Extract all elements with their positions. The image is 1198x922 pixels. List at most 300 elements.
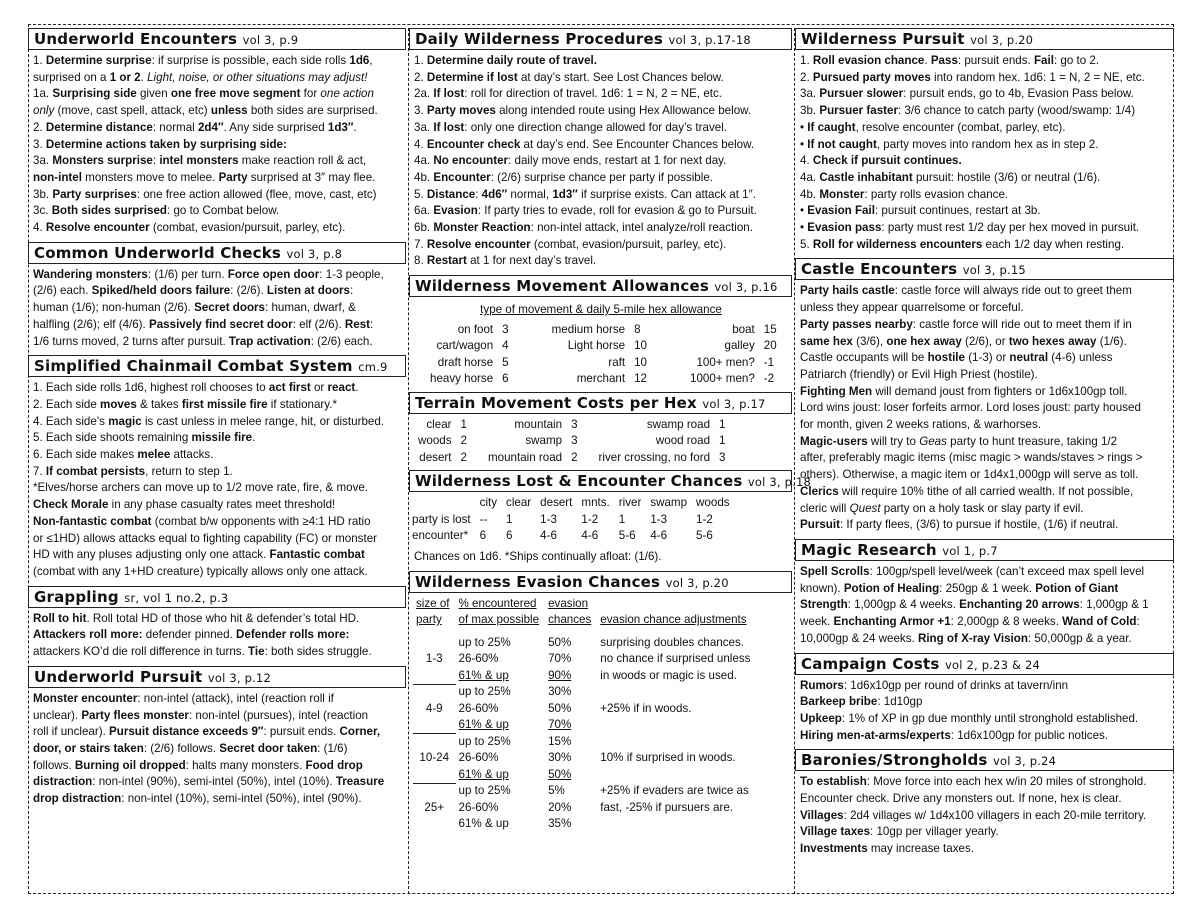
text-line — [33, 380, 402, 397]
text-run: Lord wins joust: loser forfeits armor. Lord loses joust: party housed — [800, 401, 1141, 415]
section-title — [409, 275, 792, 297]
table-cell: 1-3 — [650, 512, 668, 526]
text-line — [33, 267, 402, 284]
table-cell: -- — [479, 512, 488, 526]
text-run: halfling (2/6); elf (4/6). — [33, 317, 149, 331]
table-header: desert — [540, 496, 573, 510]
text-run: . — [353, 120, 357, 134]
text-run: Defender rolls more: — [236, 628, 350, 642]
text-run: act first — [268, 381, 311, 395]
text-run: 3a. — [414, 120, 434, 134]
text-run: : (2/6) each. — [310, 334, 373, 348]
adjustment-cell: +25% if in woods. — [600, 701, 692, 715]
text-run: Villages — [800, 808, 844, 822]
text-run: (1-3) or — [964, 351, 1010, 365]
reference-text: vol 3, p.17-18 — [668, 33, 751, 47]
text-run: moves — [100, 397, 137, 411]
text-run: 2a. — [414, 87, 434, 101]
adjustment-cell: surprising doubles chances. — [600, 635, 744, 649]
table-cell: swamp — [525, 434, 563, 448]
table-cell: 30% — [548, 751, 572, 765]
section-body — [28, 691, 406, 810]
table-cell: 6 — [502, 372, 509, 386]
text-line — [33, 464, 402, 481]
table-cell: 1 — [618, 512, 626, 526]
text-line — [414, 103, 788, 120]
text-line — [33, 86, 402, 103]
text-line — [33, 397, 402, 414]
table-row — [413, 767, 753, 784]
text-run: . Roll total HD of those who hit & defender’s total HD. — [86, 611, 360, 625]
table-cell: -2 — [763, 372, 775, 386]
table-cell: 4-6 — [581, 529, 599, 543]
table-cell: 90% — [548, 668, 572, 682]
text-run: human (1/6); non-human (2/6). — [33, 301, 195, 315]
table-header: mnts. — [581, 496, 610, 510]
text-run: 2. — [414, 70, 427, 84]
reference-text: vol 3, p.20 — [665, 575, 729, 590]
table-cell: encounter* — [412, 529, 469, 543]
title-text: Wilderness Movement Allowances — [415, 277, 709, 296]
text-run: unless they appear quarrelsome or forceful. — [800, 301, 1024, 315]
text-run: Party surprises — [52, 187, 137, 201]
text-line — [33, 480, 402, 497]
text-line — [800, 450, 1170, 467]
table-cell: 1-3 — [540, 512, 557, 526]
text-line — [800, 86, 1170, 103]
table-cell: galley — [724, 339, 755, 353]
text-line — [33, 334, 402, 351]
reference-text: vol 2, p.23 & 24 — [944, 657, 1041, 672]
header-line: party — [416, 613, 442, 627]
text-line — [33, 137, 402, 154]
title-text: Wilderness Lost & Encounter Chances — [415, 472, 743, 491]
text-run: : only one direction change allowed for day’s travel. — [464, 120, 727, 134]
text-run: : both sides struggle. — [264, 645, 372, 659]
text-run: Investments — [800, 842, 868, 856]
text-run: attackers KO’d die roll difference in turns. — [33, 645, 249, 659]
text-line — [800, 384, 1170, 401]
section-title — [28, 242, 406, 264]
text-run: : go to Combat below. — [167, 204, 280, 218]
table-caption: type of movement & daily 5-mile hex allowance — [480, 303, 722, 317]
table-cell: party is lost — [412, 512, 471, 526]
text-run: Check if pursuit continues. — [812, 154, 962, 168]
text-run: : 1d6x100gp for public notices. — [950, 728, 1109, 742]
text-run: 1. — [414, 54, 427, 67]
text-run: , — [369, 54, 373, 67]
table-header — [597, 596, 753, 629]
table-header: river — [618, 496, 642, 510]
adjustment-cell — [597, 717, 753, 734]
text-line — [800, 631, 1170, 648]
text-run: Distance — [426, 187, 476, 201]
table-cell: 61% & up — [458, 668, 509, 682]
text-run: 6. Each side makes — [33, 448, 138, 462]
table-row — [413, 668, 753, 685]
text-line — [800, 334, 1170, 351]
text-line — [800, 728, 1170, 745]
table-cell: 70% — [548, 652, 572, 666]
text-run: at 1 for next day’s travel. — [466, 254, 597, 268]
text-line — [33, 53, 402, 70]
text-run: Pursuit distance exceeds 9″ — [109, 725, 264, 739]
text-run: : Move force into each hex w/in 20 miles of stronghold. — [866, 775, 1147, 789]
reference-text: vol 3, p.24 — [992, 754, 1057, 769]
party-size-cell: 10-24 — [413, 734, 456, 784]
text-run: Food drop — [305, 758, 363, 772]
text-run: Resolve encounter — [426, 237, 531, 251]
text-run: both sides are surprised. — [247, 104, 378, 118]
table-cell: desert — [419, 450, 452, 464]
text-line — [800, 597, 1170, 614]
text-run: : (2/6). — [230, 284, 267, 298]
section-body — [795, 564, 1174, 650]
section-underworld-pursuit — [28, 666, 406, 810]
text-run: 5. — [800, 237, 813, 251]
text-run: Roll for wilderness encounters — [812, 237, 983, 251]
text-run: (combat, evasion/pursuit, parley, etc). — [530, 237, 727, 251]
section-daily-wilderness — [409, 28, 792, 272]
table-header-row — [409, 495, 736, 512]
text-line — [33, 70, 402, 87]
text-run: Quest — [849, 501, 881, 515]
text-run: week. — [800, 615, 834, 629]
section-body — [28, 53, 406, 239]
text-line — [33, 120, 402, 137]
text-run: : (1/6) — [317, 741, 348, 755]
text-run: Party passes nearby — [800, 317, 913, 331]
table-cell: woods — [418, 434, 452, 448]
text-line — [800, 317, 1170, 334]
text-line — [33, 611, 402, 628]
text-run: only — [33, 104, 55, 118]
section-evasion — [409, 571, 792, 833]
text-run: : 50,000gp & a year. — [1027, 631, 1132, 645]
text-run: Party hails castle — [800, 284, 895, 298]
text-run: : daily move ends, restart at 1 for next day. — [508, 154, 727, 168]
text-run: surprised at 3″ may flee. — [247, 170, 376, 184]
text-run: roll if unclear). — [33, 725, 110, 739]
text-run: 2. Each side — [33, 397, 101, 411]
party-size-cell: 25+ — [424, 800, 445, 814]
text-run: Hiring men-at-arms/experts — [800, 728, 951, 742]
table-row — [409, 512, 736, 529]
section-grappling — [28, 586, 406, 663]
section-baronies — [795, 749, 1174, 860]
text-run: 5. — [414, 187, 427, 201]
text-run: : — [370, 317, 374, 331]
text-run: (2/6) each. — [33, 284, 92, 298]
text-run: : 100gp/spell level/week (can’t exceed max spell level — [869, 564, 1145, 578]
reference-text: vol 3, p.12 — [207, 670, 271, 685]
text-run: react — [327, 381, 356, 395]
table-cell: 1-2 — [696, 512, 713, 526]
text-run: 2d4″ — [197, 120, 224, 134]
text-run: party on a holy task or slay party if evil. — [880, 501, 1084, 515]
text-run: : — [475, 187, 482, 201]
text-run: . — [924, 54, 931, 67]
text-run: Village taxes — [800, 825, 871, 839]
text-run: may increase taxes. — [867, 842, 974, 856]
text-run: Geas — [919, 434, 947, 448]
text-run: : If party tries to evade, roll for evasion & go to Pursuit. — [477, 204, 757, 218]
table-row — [413, 635, 753, 652]
text-run: each 1/2 day when resting. — [982, 237, 1125, 251]
table-cell: up to 25% — [458, 734, 511, 748]
table-cell: clear — [426, 417, 452, 431]
table-cell: on foot — [457, 322, 494, 336]
text-run: : one free action allowed (flee, move, cast, etc) — [136, 187, 377, 201]
table-row — [415, 450, 743, 467]
party-size-cell: 1-3 — [413, 635, 456, 685]
text-line — [33, 644, 402, 661]
text-run: 6a. — [414, 204, 434, 218]
text-run: : 2d4 villages w/ 1d4x100 villagers in each 20-mile territory. — [843, 808, 1147, 822]
text-run: Castle inhabitant — [819, 170, 913, 184]
text-run: . Any side surprised — [223, 120, 328, 134]
text-run: : human, dwarf, & — [265, 301, 356, 315]
text-run: (4-6) unless — [1048, 351, 1113, 365]
text-run: Rumors — [800, 678, 844, 692]
text-line — [800, 517, 1170, 534]
adjustment-cell: 10% if surprised in woods. — [600, 751, 736, 765]
text-run: Surprising side — [52, 87, 137, 101]
table-header: swamp — [650, 496, 688, 510]
section-title — [409, 470, 812, 492]
text-run: 1 or 2 — [109, 70, 141, 84]
text-run: 1. — [800, 54, 813, 67]
text-run: No encounter — [433, 154, 509, 168]
text-run: Party moves — [426, 104, 496, 118]
text-line — [800, 791, 1170, 808]
text-run: & takes — [136, 397, 182, 411]
header-line: evasion — [548, 596, 589, 610]
text-run: for — [300, 87, 321, 101]
text-line — [33, 564, 402, 581]
title-text: Daily Wilderness Procedures — [415, 30, 664, 48]
title-text: Terrain Movement Costs per Hex — [415, 393, 697, 412]
text-run: : — [1136, 615, 1140, 629]
text-run: If combat persists — [45, 464, 146, 478]
movement-table — [427, 322, 791, 388]
table-cell: 10 — [634, 355, 647, 369]
table-cell: draft horse — [437, 355, 494, 369]
reference-text: vol 3, p.9 — [242, 33, 299, 47]
title-text: Grappling — [34, 587, 119, 606]
text-run: Spiked/held doors failure — [91, 284, 231, 298]
text-run: hostile — [927, 351, 965, 365]
table-row — [427, 371, 791, 388]
text-run: . — [140, 70, 148, 84]
text-run: 8. — [414, 254, 427, 268]
reference-text: vol 3, p.20 — [970, 33, 1034, 47]
table-cell: 8 — [634, 322, 641, 336]
table-cell: 5% — [548, 784, 565, 798]
text-line — [33, 103, 402, 120]
text-run: Treasure — [335, 775, 385, 789]
text-line — [800, 678, 1170, 695]
text-run: : pursuit ends. — [957, 54, 1034, 67]
adjustment-cell — [597, 767, 753, 784]
text-line — [800, 137, 1170, 154]
table-cell: 5-6 — [618, 529, 636, 543]
text-run: Patriarch (friendly) or Evil High Priest (hostile). — [800, 367, 1038, 381]
text-run: missile fire — [191, 431, 253, 445]
text-run: or ≤1HD) allows attacks equal to fighting capability (FC) or monster — [33, 531, 378, 545]
text-run: Pursuer slower — [819, 87, 904, 101]
table-header-row — [413, 596, 753, 629]
text-run: Determine surprise — [45, 54, 152, 67]
table-header — [413, 596, 456, 629]
text-run: : roll for direction of travel. 1d6: 1 = N, 2 = NE, etc. — [464, 87, 723, 101]
header-line: chances — [548, 613, 592, 627]
text-run: (2/6), or — [961, 334, 1009, 348]
text-run: : non-intel (90%), semi-intel (50%), intel (10%). — [92, 775, 336, 789]
text-run: : elf (2/6). — [292, 317, 345, 331]
text-run: distraction — [33, 775, 93, 789]
text-run: 2. — [33, 120, 46, 134]
text-run: Party flees monster — [81, 708, 189, 722]
text-run: 1d3″ — [327, 120, 354, 134]
reference-text: vol 3, p.8 — [286, 246, 343, 261]
table-cell: 26-60% — [458, 701, 499, 715]
text-run: : non-intel (pursues), intel (reaction — [188, 708, 369, 722]
section-title — [28, 586, 406, 608]
table-cell: 61% & up — [458, 718, 509, 732]
text-line — [33, 627, 402, 644]
table-cell: up to 25% — [458, 784, 511, 798]
text-line — [800, 694, 1170, 711]
reference-text: cm.9 — [358, 360, 388, 375]
text-run: If caught — [807, 120, 856, 134]
text-run: 4d6″ — [481, 187, 508, 201]
text-run: Rest — [344, 317, 371, 331]
text-run: Wandering monsters — [33, 267, 148, 281]
text-line — [33, 187, 402, 204]
text-run: Pursuit — [800, 518, 840, 532]
section-underworld-encounters — [28, 28, 406, 239]
table-row — [415, 417, 743, 434]
header-line: % encountered — [458, 596, 537, 610]
text-run: Determine actions taken by surprising side: — [45, 137, 287, 151]
text-line — [414, 253, 788, 270]
text-run: 4. Each side’s — [33, 414, 109, 428]
text-line — [33, 774, 402, 791]
text-line — [33, 317, 402, 334]
section-lost-encounter — [409, 470, 812, 567]
text-run: one hex away — [886, 334, 962, 348]
table-cell: 1 — [506, 512, 513, 526]
text-run: at day’s start. See Lost Chances below. — [517, 70, 724, 84]
text-line — [414, 53, 788, 70]
text-run: unclear). — [33, 708, 82, 722]
text-line — [800, 153, 1170, 170]
text-run: , return to step 1. — [145, 464, 233, 478]
title-text: Castle Encounters — [801, 260, 958, 279]
text-run: Monster Reaction — [433, 221, 531, 235]
table-cell: mountain road — [487, 450, 563, 464]
text-line — [414, 70, 788, 87]
text-run: Attackers roll more: — [33, 628, 143, 642]
adjustment-cell: +25% if evaders are twice as — [600, 784, 749, 798]
text-line — [414, 86, 788, 103]
table-row — [413, 800, 753, 817]
text-run: 3c. — [33, 204, 52, 218]
text-line — [33, 741, 402, 758]
text-run: HD with any pluses adjusting only one attack. — [33, 548, 270, 562]
text-run: Determine if lost — [426, 70, 518, 84]
text-run: Both sides surprised — [51, 204, 168, 218]
text-run: Fantastic combat — [269, 548, 365, 562]
text-run: others). Otherwise, a magic item or 1d4x1,000gp will serve as toll. — [800, 468, 1139, 482]
text-line — [414, 170, 788, 187]
text-run: attacks. — [170, 448, 214, 462]
section-title — [795, 28, 1174, 50]
text-line — [800, 467, 1170, 484]
column-left — [28, 28, 406, 894]
table-cell: 5-6 — [696, 529, 713, 543]
text-line — [33, 691, 402, 708]
text-run: 7. — [414, 237, 427, 251]
text-run: (1/6). — [1096, 334, 1127, 348]
text-run: Secret door taken — [219, 741, 318, 755]
table-cell: cart/wagon — [436, 339, 494, 353]
table-header — [545, 596, 597, 629]
reference-text: vol 3, p.17 — [702, 396, 766, 411]
table-cell: 1 — [719, 434, 726, 448]
text-run: monsters move to melee. — [81, 170, 219, 184]
text-run: 3a. — [800, 87, 820, 101]
section-castle-encounters — [795, 258, 1174, 536]
text-run: unless — [210, 104, 248, 118]
text-run: : non-intel (10%), semi-intel (50%), intel (90%). — [121, 792, 362, 806]
text-line — [800, 103, 1170, 120]
text-line — [414, 153, 788, 170]
text-line — [800, 774, 1170, 791]
table-header: clear — [506, 496, 532, 510]
text-line — [33, 514, 402, 531]
text-run: Corner, — [339, 725, 381, 739]
table-cell: -1 — [763, 355, 775, 369]
text-run: given — [136, 87, 171, 101]
text-run: after, preferably magic items (misc magic > wands/staves > rings > — [800, 451, 1143, 465]
text-run: : 1,000gp & 1 — [1079, 598, 1149, 612]
text-run: party to hunt treasure, taking 1/2 — [946, 434, 1118, 448]
table-caption-wrap — [409, 300, 792, 321]
table-cell: 1 — [460, 417, 467, 431]
text-run: 4a. — [800, 170, 820, 184]
reference-text: vol 3, p.15 — [962, 263, 1026, 278]
section-chainmail-combat — [28, 355, 406, 582]
text-run: Fighting Men — [800, 384, 873, 398]
text-run: 4. — [800, 154, 813, 168]
text-run: . — [252, 431, 256, 445]
text-run: : — [350, 284, 354, 298]
text-run: Secret doors — [194, 301, 265, 315]
text-run: 6b. — [414, 221, 434, 235]
text-run: 4b. — [800, 187, 820, 201]
text-line — [414, 203, 788, 220]
text-run: along intended route using Hex Allowance below. — [495, 104, 752, 118]
title-text: Baronies/Strongholds — [801, 751, 988, 770]
adjustment-cell: fast, -25% if pursuers are. — [600, 800, 734, 814]
table-header — [409, 495, 477, 512]
text-run: pursuit: hostile (3/6) or neutral (1/6). — [912, 170, 1101, 184]
text-run: : go to 2. — [1053, 54, 1100, 67]
text-run: Non-fantastic combat — [33, 514, 152, 528]
text-line — [33, 220, 402, 237]
